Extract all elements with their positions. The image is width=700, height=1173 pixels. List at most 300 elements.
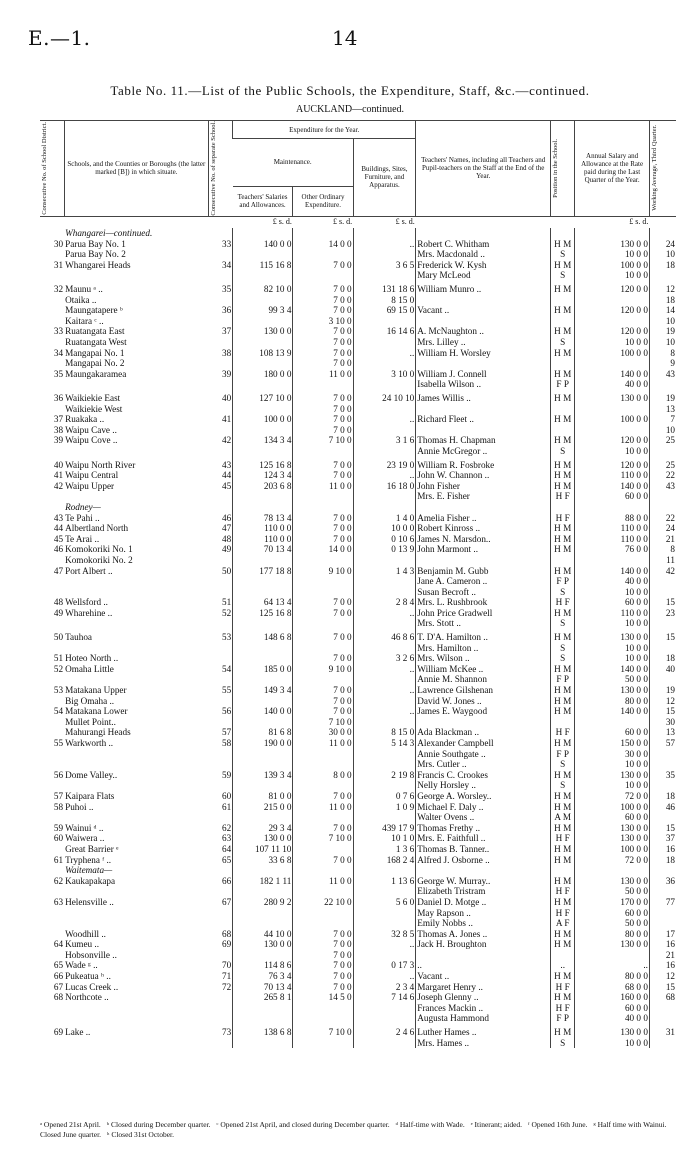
teacher-name-cell: Mary McLeod [416,270,551,281]
separate-no-cell [209,886,233,897]
position-cell: H M [551,629,575,643]
school-name-cell: Northcote .. [65,992,109,1003]
consecutive-no-cell: 31 [53,259,64,270]
teachers-salaries-cell: 130 0 0 [233,939,293,950]
working-average-cell: 13 [649,404,676,415]
footnote: ʰ Closed 31st October. [107,1130,175,1139]
table-row [40,491,676,502]
annual-salary-cell: 10 0 0 [575,1038,650,1049]
teachers-salaries-cell: 127 10 0 [233,390,293,404]
footnote: ᶜ Opened 21st April, and closed during December quarter. [216,1120,390,1129]
buildings-cell [353,950,416,961]
consecutive-no-cell: 62 [53,875,64,886]
annual-salary-cell [575,358,650,369]
table-row [40,337,676,348]
teachers-salaries-cell: 78 13 4 [233,513,293,524]
working-average-cell [649,618,676,629]
table-row [40,992,676,1003]
other-expenditure-cell: 7 0 0 [293,260,353,271]
position-cell: H M [551,481,575,492]
annual-salary-cell: 140 0 0 [575,706,650,717]
consecutive-no-cell: 39 [53,435,64,446]
consecutive-no-cell: 46 [53,544,64,555]
consecutive-no-cell: 57 [53,790,64,801]
separate-no-cell: 72 [222,981,232,992]
position-cell: H M [551,802,575,813]
other-expenditure-cell [293,865,353,876]
annual-salary-cell: 60 0 0 [575,812,650,823]
other-expenditure-cell: 7 0 0 [293,597,353,608]
position-cell: A F [551,918,575,929]
table-row [40,481,676,492]
separate-no-cell [209,643,233,654]
table-row [40,918,676,929]
teachers-salaries-cell [233,425,293,436]
table-row [40,629,676,643]
buildings-cell [353,717,416,728]
school-name-cell: Maungatapere ᵇ [65,305,123,316]
other-expenditure-cell [293,908,353,919]
teacher-name-cell: David W. Jones .. [416,696,551,707]
separate-no-cell: 70 [222,960,232,971]
buildings-cell: 46 8 6 [353,629,416,643]
annual-salary-cell: 10 0 0 [575,759,650,770]
annual-salary-cell: 10 0 0 [575,643,650,654]
annual-salary-cell [575,404,650,415]
consecutive-no-cell: 50 [53,632,64,643]
teachers-salaries-cell [233,502,293,513]
position-cell: H M [551,281,575,295]
other-expenditure-cell: 7 0 0 [293,470,353,481]
other-expenditure-cell: 7 0 0 [293,960,353,971]
consecutive-no-cell: 64 [53,939,64,950]
teachers-salaries-cell: 215 0 0 [233,802,293,813]
teachers-salaries-cell [233,1003,293,1014]
working-average-cell: 22 [649,470,676,481]
annual-salary-cell: 140 0 0 [575,664,650,675]
teachers-salaries-cell: 76 3 4 [233,971,293,982]
annual-salary-cell: 60 0 0 [575,491,650,502]
annual-salary-cell: 130 0 0 [575,770,650,781]
consecutive-no-cell: 54 [53,706,64,717]
buildings-cell: 8 15 0 [353,295,416,306]
working-average-cell [649,228,676,239]
teachers-salaries-cell [233,886,293,897]
teachers-salaries-cell [233,812,293,823]
school-name-cell: Waipu Central [65,470,119,481]
other-expenditure-cell: 7 0 0 [293,348,353,359]
working-average-cell: 46 [649,802,676,813]
school-name-cell: Waikiekie West [65,403,123,414]
annual-salary-cell [575,950,650,961]
working-average-cell [649,865,676,876]
teachers-salaries-cell [233,316,293,327]
separate-no-cell: 73 [222,1027,232,1038]
buildings-cell [353,576,416,587]
table-row [40,414,676,425]
separate-no-cell [209,696,233,707]
separate-no-cell [209,587,233,598]
working-average-cell: 19 [649,685,676,696]
header-annual-salary: Annual Salary and Allowance at the Rate paid during the Last Quarter of the Year. [575,121,650,217]
buildings-cell [353,379,416,390]
buildings-cell: .. [353,239,416,250]
other-expenditure-cell [293,618,353,629]
position-cell: F P [551,674,575,685]
position-cell: S [551,618,575,629]
other-expenditure-cell [293,918,353,929]
table-row [40,316,676,327]
schools-table [40,120,676,1048]
teacher-name-cell [416,555,551,566]
school-name-cell: Tryphena ᶠ .. [65,854,112,865]
annual-salary-cell: 130 0 0 [575,876,650,887]
header-expenditure: Expenditure for the Year. [233,121,416,139]
separate-no-cell [209,812,233,823]
position-cell: A M [551,812,575,823]
teacher-name-cell: Walter Ovens .. [416,812,551,823]
annual-salary-cell: 50 0 0 [575,886,650,897]
consecutive-no-cell [40,295,64,306]
teachers-salaries-cell: 100 0 0 [233,414,293,425]
position-cell: S [551,643,575,654]
school-name-cell: Waitemata— [65,865,113,876]
table-row [40,1038,676,1049]
school-name-cell [64,908,209,919]
position-cell: H M [551,1024,575,1038]
consecutive-no-cell [40,844,64,855]
other-expenditure-cell [293,812,353,823]
position-cell: .. [551,960,575,971]
school-name-cell: Omaha Little [65,663,114,674]
footnote: ᵇ Closed during December quarter. [106,1120,211,1129]
header-schools: Schools, and the Counties or Boroughs (the latter marked [B]) in which situate. [64,121,209,217]
buildings-cell [353,1013,416,1024]
position-cell: H M [551,305,575,316]
separate-no-cell: 65 [222,854,232,865]
other-expenditure-cell [293,780,353,791]
separate-no-cell: 61 [222,801,232,812]
separate-no-cell: 44 [222,470,232,481]
consecutive-no-cell [40,587,64,598]
consecutive-no-cell [40,576,64,587]
consecutive-no-cell [40,643,64,654]
other-expenditure-cell [293,502,353,513]
buildings-cell: .. [353,470,416,481]
separate-no-cell: 40 [222,393,232,403]
buildings-cell: .. [353,939,416,950]
school-name-cell: Waikiekie East [65,393,121,403]
separate-no-cell: 48 [222,533,232,544]
position-cell: H M [551,369,575,380]
school-name-cell [64,379,209,390]
buildings-cell [353,316,416,327]
table-row [40,823,676,834]
other-expenditure-cell: 7 10 0 [293,833,353,844]
table-row [40,939,676,950]
consecutive-no-cell [40,1038,64,1049]
consecutive-no-cell: 67 [53,981,64,992]
table-row [40,664,676,675]
position-cell: H M [551,390,575,404]
teacher-name-cell: Mrs. Hames .. [416,1038,551,1049]
buildings-cell: 1 3 6 [353,844,416,855]
teacher-name-cell: William H. Worsley [416,348,551,359]
table-row [40,587,676,598]
position-cell [551,502,575,513]
annual-salary-cell: 60 0 0 [575,1003,650,1014]
working-average-cell: 19 [649,390,676,404]
unit-label: £ s. d. [272,216,292,226]
other-expenditure-cell: 7 0 0 [293,855,353,866]
other-expenditure-cell: 7 0 0 [293,337,353,348]
position-cell: H F [551,982,575,993]
table-row [40,270,676,281]
position-cell [551,316,575,327]
position-cell: S [551,759,575,770]
teacher-name-cell: William McKee .. [416,664,551,675]
teacher-name-cell: Thomas B. Tanner.. [416,844,551,855]
separate-no-cell [209,358,233,369]
teacher-name-cell: Thomas H. Chapman [416,435,551,446]
annual-salary-cell: 130 0 0 [575,823,650,834]
buildings-cell [353,886,416,897]
position-cell: H M [551,239,575,250]
other-expenditure-cell: 11 0 0 [293,738,353,749]
page-number: 14 [332,26,358,50]
buildings-cell: 23 19 0 [353,457,416,471]
consecutive-no-cell [40,950,64,961]
teachers-salaries-cell: 180 0 0 [233,369,293,380]
annual-salary-cell [575,228,650,239]
separate-no-cell: 51 [222,597,232,608]
separate-no-cell: 41 [222,414,232,425]
section-row [40,228,676,239]
position-cell: H M [551,823,575,834]
annual-salary-cell: 72 0 0 [575,855,650,866]
table-row [40,685,676,696]
position-cell [551,404,575,415]
teachers-salaries-cell: 130 0 0 [233,833,293,844]
other-expenditure-cell [293,555,353,566]
teacher-name-cell: Annie M. Shannon [416,674,551,685]
working-average-cell [649,780,676,791]
consecutive-no-cell [40,674,64,685]
teachers-salaries-cell [233,759,293,770]
consecutive-no-cell: 52 [53,663,64,674]
table-row [40,608,676,619]
working-average-cell: 10 [649,316,676,327]
working-average-cell: 24 [649,523,676,534]
working-average-cell: 18 [649,653,676,664]
consecutive-no-cell: 49 [53,607,64,618]
school-name-cell [64,1038,209,1049]
position-cell: F P [551,1013,575,1024]
other-expenditure-cell: 7 0 0 [293,281,353,295]
header-teachers-salaries: Teachers' Salaries and Allowances. [233,186,293,216]
consecutive-no-cell [40,812,64,823]
buildings-cell: 8 15 0 [353,727,416,738]
consecutive-no-cell [40,929,64,940]
unit-label: £ s. d. [333,216,353,226]
annual-salary-cell: 130 0 0 [575,390,650,404]
consecutive-no-cell [40,555,64,566]
teacher-name-cell: John Price Gradwell [416,608,551,619]
working-average-cell [649,812,676,823]
annual-salary-cell: 110 0 0 [575,608,650,619]
table-row [40,457,676,471]
buildings-cell: .. [353,414,416,425]
working-average-cell: 42 [649,566,676,577]
working-average-cell: 19 [649,326,676,337]
separate-no-cell: 34 [222,259,232,270]
teachers-salaries-cell: 64 13 4 [233,597,293,608]
table-row [40,780,676,791]
school-name-cell: Komokoriki No. 1 [65,544,133,555]
separate-no-cell [209,502,233,513]
separate-no-cell [209,1003,233,1014]
teacher-name-cell: Thomas A. Jones .. [416,929,551,940]
table-row [40,960,676,971]
working-average-cell [649,576,676,587]
teacher-name-cell: Vacant .. [416,971,551,982]
working-average-cell: 15 [649,629,676,643]
table-row [40,886,676,897]
consecutive-no-cell [40,337,64,348]
annual-salary-cell: 40 0 0 [575,379,650,390]
working-average-cell: 16 [649,939,676,950]
teacher-name-cell: John W. Channon .. [416,470,551,481]
table-row [40,576,676,587]
school-name-cell: Ruatangata West [65,337,127,348]
separate-no-cell [209,249,233,260]
teachers-salaries-cell: 124 3 4 [233,470,293,481]
annual-salary-cell: 100 0 0 [575,802,650,813]
table-row [40,844,676,855]
teachers-salaries-cell: 140 0 0 [233,239,293,250]
annual-salary-cell: 110 0 0 [575,523,650,534]
separate-no-cell [209,780,233,791]
teacher-name-cell: Annie Southgate .. [416,749,551,760]
other-expenditure-cell: 7 0 0 [293,425,353,436]
teacher-name-cell [416,358,551,369]
buildings-cell: 0 10 6 [353,534,416,545]
position-cell: H M [551,664,575,675]
position-cell: H M [551,929,575,940]
position-cell: H M [551,326,575,337]
table-title: Table No. 11.—List of the Public Schools, the Expenditure, Staff, &c.—continued. [110,83,590,98]
separate-no-cell: 50 [222,565,232,576]
school-name-cell: Hoteo North .. [65,653,119,664]
consecutive-no-cell [40,1013,64,1024]
teacher-name-cell: Mrs. Macdonald .. [416,249,551,260]
consecutive-no-cell: 65 [53,960,64,971]
buildings-cell [353,358,416,369]
consecutive-no-cell: 51 [53,653,64,664]
table-row [40,950,676,961]
buildings-cell [353,780,416,791]
position-cell: H M [551,971,575,982]
annual-salary-cell: 120 0 0 [575,305,650,316]
teachers-salaries-cell [233,404,293,415]
buildings-cell [353,618,416,629]
separate-no-cell: 64 [222,843,232,854]
working-average-cell: 57 [649,738,676,749]
annual-salary-cell: 130 0 0 [575,1024,650,1038]
working-average-cell: 14 [649,305,676,316]
table-row [40,470,676,481]
unit-label: £ s. d. [629,216,649,226]
header-teachers-names: Teachers' Names, including all Teachers and Pupil-teachers on the Staff at the End of the Year. [416,121,551,217]
working-average-cell: 21 [649,534,676,545]
teachers-salaries-cell [233,749,293,760]
position-cell: H M [551,897,575,908]
header-buildings: Buildings, Sites, Furniture, and Apparatus. [353,139,416,217]
school-name-cell: Rodney— [65,501,101,512]
annual-salary-cell: 170 0 0 [575,897,650,908]
position-cell: H M [551,534,575,545]
position-cell: H M [551,696,575,707]
table-row [40,281,676,295]
position-cell: H F [551,491,575,502]
annual-salary-cell: 110 0 0 [575,534,650,545]
unit-label: £ s. d. [395,216,415,226]
table-row [40,544,676,555]
header-other-expenditure: Other Ordinary Expenditure. [293,186,353,216]
table-row [40,523,676,534]
school-name-cell: Maungakaramea [65,368,127,379]
separate-no-cell [209,337,233,348]
table-row [40,239,676,250]
buildings-cell: .. [353,685,416,696]
other-expenditure-cell: 7 0 0 [293,653,353,664]
annual-salary-cell: 10 0 0 [575,446,650,457]
position-cell: H F [551,886,575,897]
teacher-name-cell [416,404,551,415]
school-name-cell [64,918,209,929]
teachers-salaries-cell: 107 11 10 [233,844,293,855]
separate-no-cell: 55 [222,685,232,696]
teacher-name-cell: Lawrence Gilshenan [416,685,551,696]
teachers-salaries-cell: 115 16 8 [233,260,293,271]
school-name-cell: Kumeu .. [65,939,100,950]
separate-no-cell: 33 [222,238,232,249]
working-average-cell [649,270,676,281]
buildings-cell: 439 17 9 [353,823,416,834]
school-name-cell: Lucas Creek .. [65,981,119,992]
school-name-cell: Wade ᵍ .. [65,960,98,971]
table-row [40,260,676,271]
separate-no-cell: 43 [222,459,232,470]
working-average-cell: 10 [649,337,676,348]
teachers-salaries-cell [233,908,293,919]
consecutive-no-cell: 48 [53,597,64,608]
separate-no-cell: 36 [222,305,232,316]
buildings-cell: .. [353,706,416,717]
separate-no-cell: 54 [222,663,232,674]
working-average-cell: 18 [649,295,676,306]
teacher-name-cell: Elizabeth Tristram [416,886,551,897]
working-average-cell: 43 [649,369,676,380]
consecutive-no-cell [40,446,64,457]
footnote: ᶠ Opened 16th June. [528,1120,588,1129]
annual-salary-cell [575,316,650,327]
working-average-cell: 30 [649,717,676,728]
position-cell: H M [551,608,575,619]
teachers-salaries-cell: 182 1 11 [233,876,293,887]
teachers-salaries-cell [233,249,293,260]
working-average-cell: 15 [649,982,676,993]
